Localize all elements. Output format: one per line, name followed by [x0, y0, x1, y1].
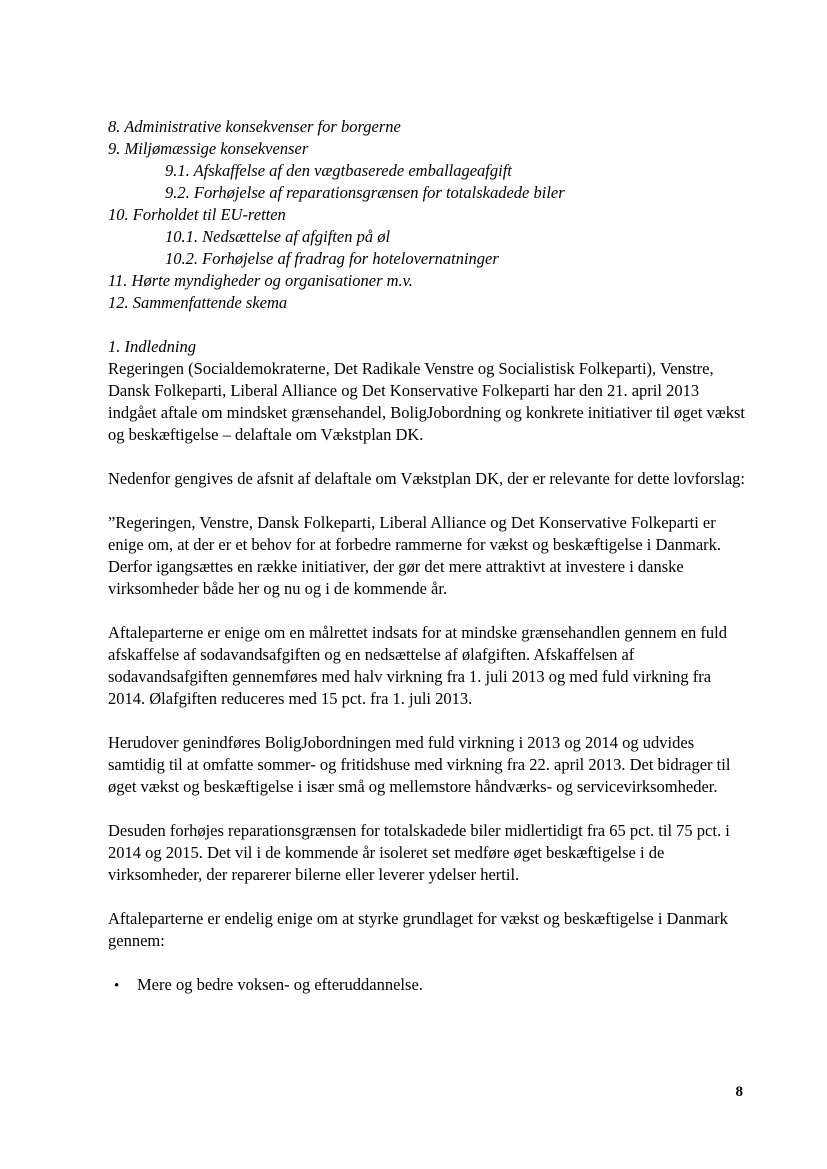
bullet-list	[108, 974, 748, 997]
bullet-icon: •	[114, 978, 120, 994]
toc-item: 10. Forholdet til EU-retten	[108, 205, 286, 224]
paragraph: Aftaleparterne er endelig enige om at styrke grundlaget for vækst og beskæftigelse i Danmark gennem:	[108, 909, 728, 950]
table-of-contents	[108, 116, 748, 314]
paragraph: Herudover genindføres BoligJobordningen med fuld virkning i 2013 og 2014 og udvides samtidig til at omfatte sommer- og fritidshuse med virkning fra 22. april 2013. Det bidrager til øget vækst og beskæftigelse i især små og mellemstore håndværks- og servicevirksomheder.	[108, 733, 731, 796]
list-item	[108, 974, 748, 997]
page-content	[108, 116, 748, 997]
toc-subitem: 9.1. Afskaffelse af den vægtbaserede emballageafgift	[165, 161, 512, 180]
section-heading: 1. Indledning	[108, 337, 196, 356]
toc-subitem: 10.2. Forhøjelse af fradrag for hotelovernatninger	[165, 249, 499, 268]
bullet-text: Mere og bedre voksen- og efteruddannelse.	[137, 975, 423, 994]
toc-item: 8. Administrative konsekvenser for borgerne	[108, 117, 401, 136]
toc-item: 12. Sammenfattende skema	[108, 293, 288, 312]
paragraph: ”Regeringen, Venstre, Dansk Folkeparti, Liberal Alliance og Det Konservative Folkeparti er enige om, at der er et behov for at forbedre rammerne for vækst og beskæftigelse i Danmark. Derfor igangsættes en række initiativer, der gør det mere attraktivt at investere i danske virksomheder både her og nu og i de kommende år.	[108, 513, 722, 598]
paragraph: Regeringen (Socialdemokraterne, Det Radikale Venstre og Socialistisk Folkeparti), Venstre, Dansk Folkeparti, Liberal Alliance og Det Konservative Folkeparti har den 21. april 2013 indgået aftale om mindsket grænsehandel, BoligJobordning og konkrete initiativer til øget vækst og beskæftigelse – delaftale om Vækstplan DK.	[108, 359, 745, 444]
toc-subitem: 9.2. Forhøjelse af reparationsgrænsen for totalskadede biler	[165, 183, 565, 202]
paragraph: Nedenfor gengives de afsnit af delaftale om Vækstplan DK, der er relevante for dette lovforslag:	[108, 469, 746, 488]
toc-item: 11. Hørte myndigheder og organisationer m.v.	[108, 271, 413, 290]
toc-subitem: 10.1. Nedsættelse af afgiften på øl	[165, 227, 391, 246]
paragraph: Desuden forhøjes reparationsgrænsen for totalskadede biler midlertidigt fra 65 pct. til 75 pct. i 2014 og 2015. Det vil i de kommende år isoleret set medføre øget beskæftigelse i de virksomheder, der reparerer bilerne eller leverer ydelser hertil.	[108, 821, 730, 884]
toc-item: 9. Miljømæssige konsekvenser	[108, 139, 309, 158]
paragraph: Aftaleparterne er enige om en målrettet indsats for at mindske grænsehandlen gennem en fuld afskaffelse af sodavandsafgiften og en nedsættelse af ølafgiften. Afskaffelsen af sodavandsafgiften gennemføres med halv virkning fra 1. juli 2013 og med fuld virkning fra 2014. Ølafgiften reduceres med 15 pct. fra 1. juli 2013.	[108, 623, 727, 708]
page-number: 8	[735, 1084, 743, 1100]
